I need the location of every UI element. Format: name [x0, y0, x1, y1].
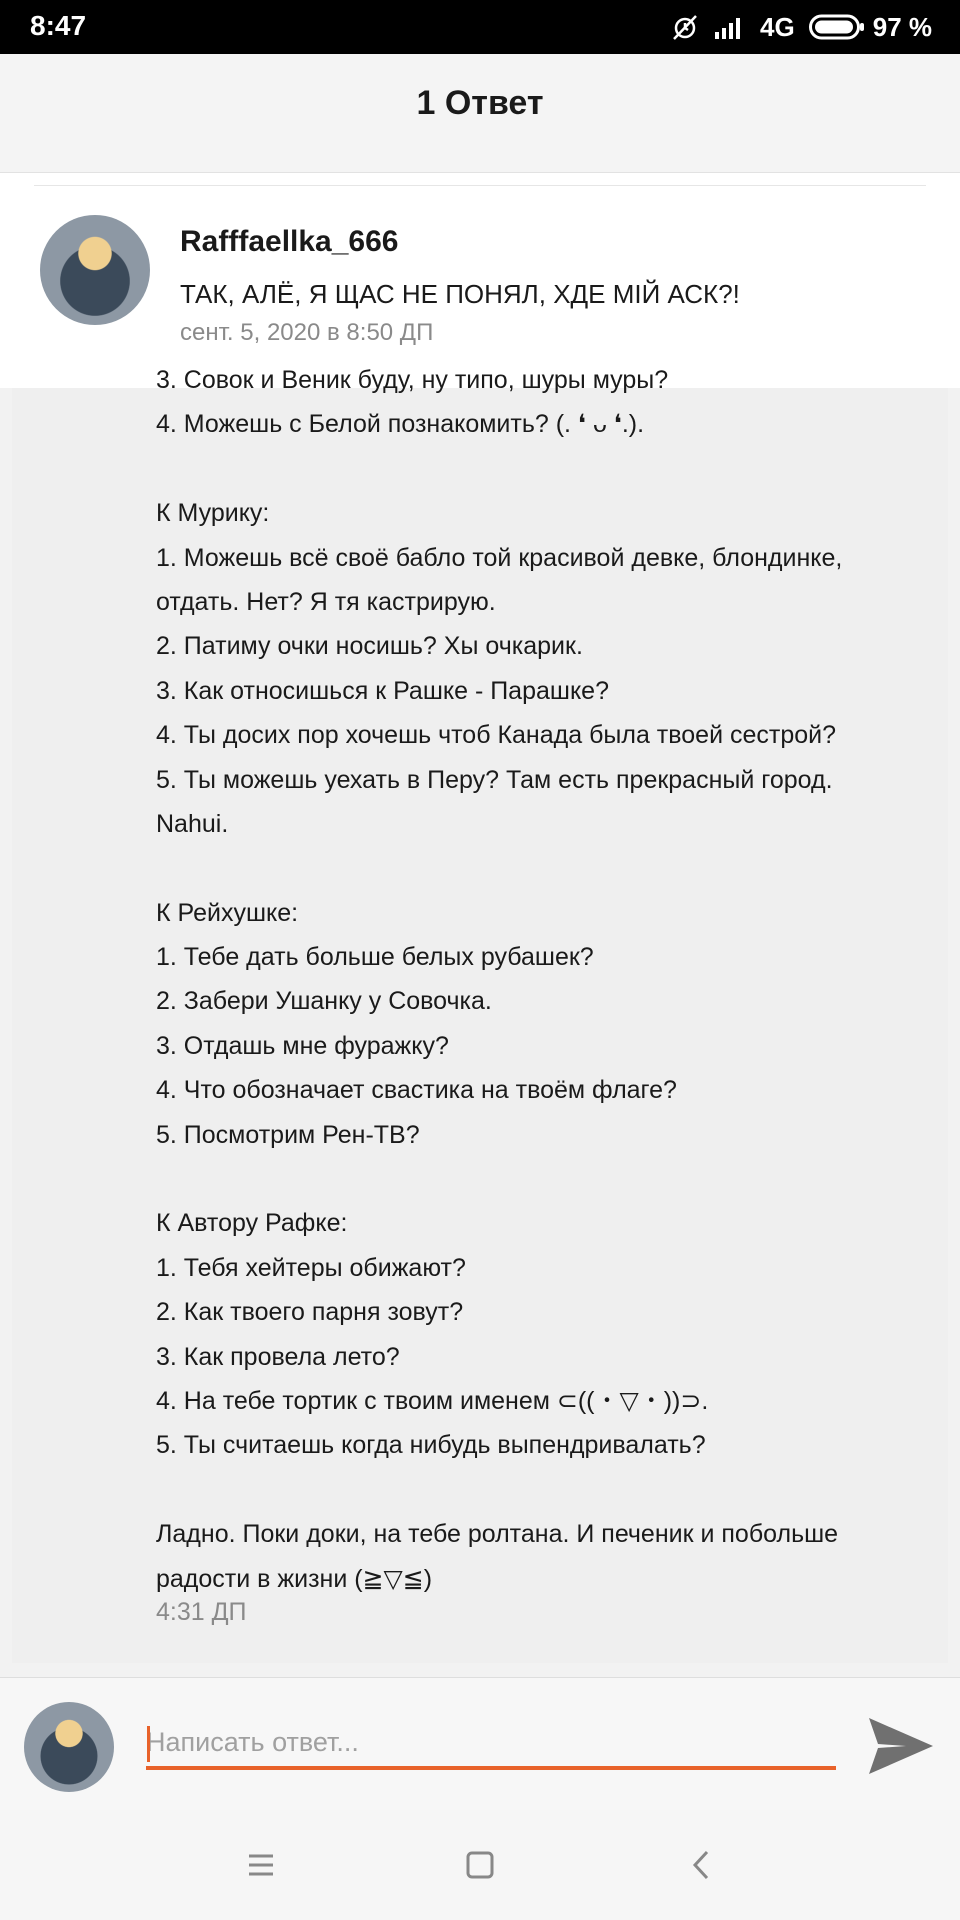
reply-line: 2. Патиму очки носишь? Хы очкарик. [156, 632, 583, 661]
reply-blank-line [156, 846, 946, 890]
divider [34, 185, 926, 186]
status-icons [670, 10, 932, 44]
status-time: 8:47 [30, 10, 87, 41]
reply-line: 1. Можешь всё своё бабло той красивой девке, блондинке, [156, 543, 843, 572]
send-icon [866, 1714, 936, 1778]
reply-line: К Мурику: [156, 499, 270, 528]
reply-blank-line [156, 447, 946, 491]
reply-text [156, 358, 946, 1601]
reply-bubble [12, 366, 948, 1663]
post-date: сент. 5, 2020 в 8:50 ДП [180, 319, 434, 346]
text-caret [147, 1726, 150, 1762]
reply-line: 2. Забери Ушанку у Совочка. [156, 987, 492, 1016]
reply-line: 5. Ты можешь уехать в Перу? Там есть прекрасный город. [156, 765, 833, 794]
reply-line: 2. Как твоего парня зовут? [156, 1298, 464, 1327]
page-title: 1 Ответ [416, 84, 544, 122]
battery-percent: 97 % [872, 11, 932, 42]
reply-line: 3. Как провела лето? [156, 1342, 400, 1371]
alarm-off-icon [670, 12, 700, 42]
battery-icon [809, 13, 865, 41]
reply-line: 4. Можешь с Белой познакомить? (. ❛ ᴗ ❛.). [156, 410, 645, 439]
back-chevron-icon [677, 1840, 727, 1890]
author-avatar[interactable] [40, 215, 150, 325]
reply-line: Ладно. Поки доки, на тебе ролтана. И печеник и побольше [156, 1520, 839, 1549]
reply-line: 4. Что обозначает свастика на твоём флаге? [156, 1076, 677, 1105]
post-author[interactable]: Rafffaellka_666 [180, 225, 399, 258]
status-bar [0, 0, 960, 54]
reply-line: 3. Как относишься к Рашке - Парашке? [156, 676, 609, 705]
reply-line: 5. Посмотрим Рен-ТВ? [156, 1120, 420, 1149]
post-text: ТАК, АЛЁ, Я ЩАС НЕ ПОНЯЛ, ХДЕ МІЙ АСК?! [180, 279, 740, 309]
original-post [0, 173, 960, 388]
reply-line: 1. Тебя хейтеры обижают? [156, 1253, 466, 1282]
reply-line: 4. На тебе тортик с твоим именем ⊂((・▽・))⊃. [156, 1386, 709, 1415]
signal-icon [714, 14, 746, 40]
back-button[interactable] [677, 1840, 727, 1890]
reply-line: 5. Ты считаешь когда нибудь выпендривалать? [156, 1431, 706, 1460]
reply-blank-line [156, 1468, 946, 1512]
user-avatar [24, 1702, 114, 1792]
send-button[interactable] [866, 1714, 936, 1778]
reply-line: 3. Совок и Веник буду, ну типо, шуры муры? [156, 366, 669, 394]
menu-button[interactable] [236, 1840, 286, 1890]
reply-line: К Автору Рафке: [156, 1209, 348, 1238]
reply-line: радости в жизни (≧▽≦) [156, 1564, 433, 1593]
home-square-icon [455, 1840, 505, 1890]
network-type: 4G [760, 11, 795, 42]
reply-input[interactable] [146, 1718, 836, 1770]
menu-icon [236, 1840, 286, 1890]
home-button[interactable] [455, 1840, 505, 1890]
navigation-bar [0, 1810, 960, 1920]
reply-line: отдать. Нет? Я тя кастрирую. [156, 587, 496, 616]
reply-line: 4. Ты досих пор хочешь чтоб Канада была твоей сестрой? [156, 721, 837, 750]
reply-line: Nahui. [156, 809, 229, 838]
reply-blank-line [156, 1157, 946, 1201]
reply-line: 1. Тебе дать больше белых рубашек? [156, 943, 594, 972]
battery [809, 12, 932, 43]
reply-line: 3. Отдашь мне фуражку? [156, 1031, 449, 1060]
app-header [0, 54, 960, 173]
reply-time: 4:31 ДП [156, 1598, 247, 1626]
reply-line: К Рейхушке: [156, 898, 299, 927]
composer [0, 1677, 960, 1811]
